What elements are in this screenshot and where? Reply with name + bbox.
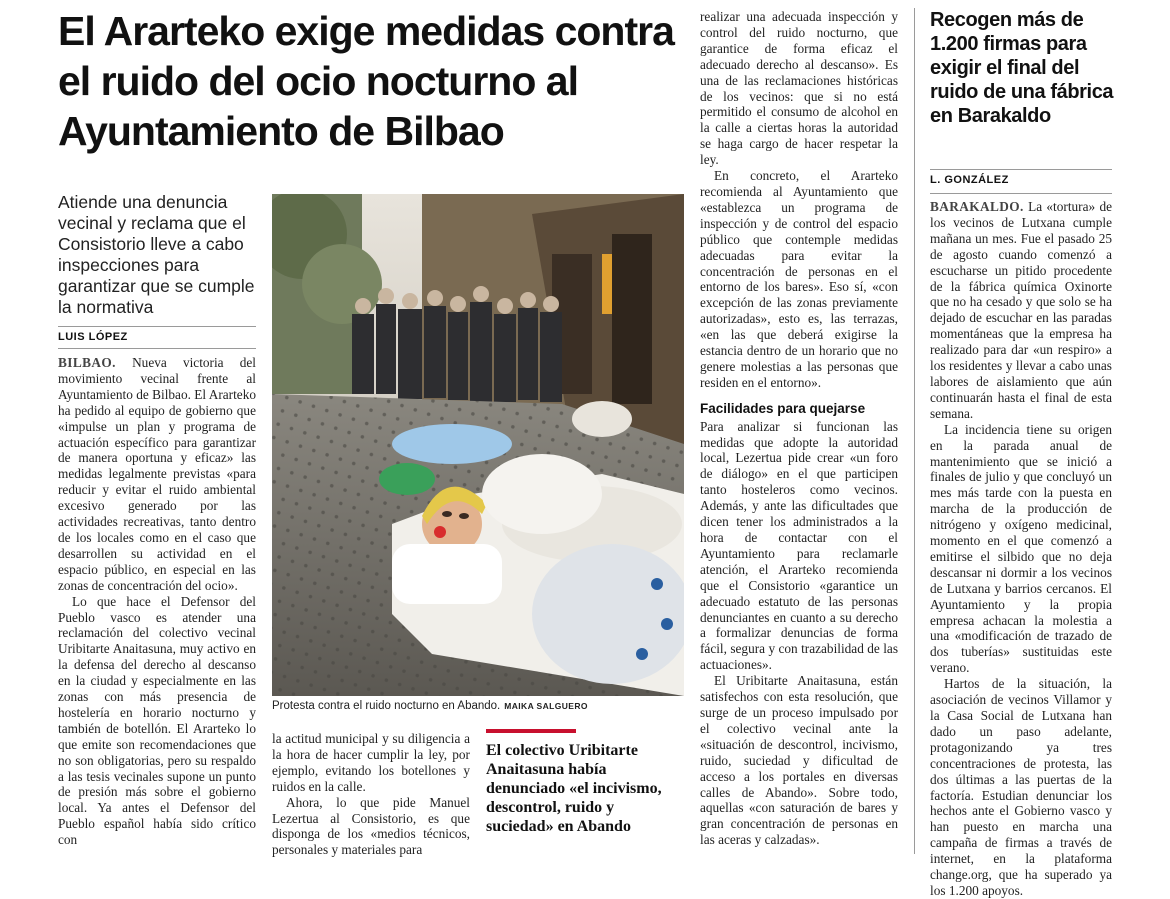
pullquote: El colectivo Uribitarte Anaitasuna había denunciado «el incivismo, descontrol, ruido y suciedad» en Abando bbox=[486, 742, 662, 835]
article-headline: El Ararteko exige medidas contra el ruido del ocio nocturno al Ayuntamiento de Bilbao bbox=[58, 8, 674, 154]
sidebar-byline-rule-bottom bbox=[930, 193, 1112, 194]
column-divider bbox=[914, 8, 915, 854]
paragraph: Ahora, lo que pide Manuel Lezertua al Consistorio, es que disponga de los «medios técnicos, personales y materiales para bbox=[272, 794, 470, 858]
dateline: BILBAO. bbox=[58, 355, 116, 370]
article-column-1 bbox=[58, 355, 256, 848]
paragraph-text: La «tortura» de los vecinos de Lutxana cumple mañana un mes. Fue el pasado 25 de agosto cuando comenzó a escucharse un pitido procedente de la fábrica química Oxinorte que no ha cesado y que solo se ha dejado de escuchar en las paradas momentáneas que la empresa ha realizado para dar «un respiro» a los residentes y llevar a cabo unas labores de aislamiento que aún continuarán hasta el final de esta semana. bbox=[930, 199, 1112, 421]
protest-photo bbox=[272, 194, 684, 696]
pullquote-accent-rule bbox=[486, 729, 576, 733]
paragraph: Lo que hace el Defensor del Pueblo vasco es atender una reclamación del colectivo vecinal Uribitarte Anaitasuna, muy activo en la defensa del derecho al descanso en la ciudad y especialmente en las zonas con más presencia de hostelería en horario nocturno y también de botellón. El Ararteko lo que emite son recomendaciones que no son obligatorias, pero su respaldo a las tesis vecinales supone un punto de presión más sobre el gobierno local. Ya antes el Defensor del Pueblo español había sido crítico con bbox=[58, 593, 256, 848]
paragraph: En concreto, el Ararteko recomienda al Ayuntamiento que «establezca un programa de inspección y de control del espacio público que contemple medidas adecuadas para evitar la concentración de personas en el entorno de los bares». Eso sí, «con excepción de las zonas previamente autorizadas», esto es, las terrazas, «en las que deberá exigirse la estancia dentro de un horario que no genere molestias a las personas que residen en el entorno». bbox=[700, 168, 898, 390]
paragraph-text: Nueva victoria del movimiento vecinal frente al Ayuntamiento de Bilbao. El Ararteko ha pedido al equipo de gobierno que «impulse un plan y programa de actuación específico para garantizar de manera oportuna y eficaz» las medidas legalmente previstas «para reducir y evitar el ruido ambiental excesivo generado por las actividades recreativas, tanto dentro de los locales como en el caso que desarrollen su actividad en el espacio público, en especial en las zonas de concentración del ocio». bbox=[58, 355, 256, 593]
photo-illustration bbox=[272, 194, 684, 696]
photo-caption bbox=[272, 700, 684, 712]
sidebar-byline-rule bbox=[930, 169, 1112, 170]
sidebar-byline: L. GONZÁLEZ bbox=[930, 174, 1009, 186]
paragraph: El Uribitarte Anaitasuna, están satisfechos con esta resolución, que surge de un proceso impulsado por el colectivo vecinal ante la «situación de descontrol, incivismo, ruido, suciedad y dificultad de acceso a los portales en diversas calles de Abando». Sobre todo, aquellas «con saturación de bares y gran concentración de personas en las aceras y calzadas». bbox=[700, 673, 898, 848]
byline-rule-bottom bbox=[58, 348, 256, 349]
sidebar-headline: Recogen más de 1.200 firmas para exigir el final del ruido de una fábrica en Barakaldo bbox=[930, 9, 1114, 127]
sidebar-body bbox=[930, 199, 1112, 899]
dateline: BARAKALDO. bbox=[930, 199, 1024, 214]
paragraph: Hartos de la situación, la asociación de vecinos Villamor y la Casa Social de Lutxana han dado un paso adelante, protagonizando ya tres concentraciones de protesta, las dos últimas a las puertas de la factoría. Estudian denunciar los hechos ante el Gobierno vasco y han puesto en marcha una campaña de firmas a través de internet, en la plataforma change.org, que ha superado ya los 1.200 apoyos. bbox=[930, 676, 1112, 898]
article-column-3 bbox=[700, 9, 898, 848]
paragraph: La incidencia tiene su origen en la parada anual de mantenimiento que se inició a finales de julio y que concluyó un mes más tarde con la puesta en marcha de la producción de nitrógeno y oxígeno medicinal, momento en el que comenzó a emitirse el silbido que no deja descansar ni dormir a los vecinos de Lutxana y barrios cercanos. El Ayuntamiento y la propia empresa achacan la molestia a una «modificación de trazado de dos tuberías» sustituidas este verano. bbox=[930, 421, 1112, 676]
article-deck: Atiende una denuncia vecinal y reclama que el Consistorio lleve a cabo inspecciones para garantizar que se cumple la normativa bbox=[58, 192, 255, 317]
paragraph: realizar una adecuada inspección y control del ruido nocturno, que garantice de forma eficaz el adecuado derecho al descanso». Es una de las reclamaciones históricas de los vecinos: que si no está permitido el consumo de alcohol en la calle a ciertas horas la autoridad se haga cargo de hacer respetar la ley. bbox=[700, 9, 898, 168]
paragraph: la actitud municipal y su diligencia a la hora de hacer cumplir la ley, por ejemplo, evitando los botellones y ruidos en la calle. bbox=[272, 731, 470, 794]
paragraph: Para analizar si funcionan las medidas que adopte la autoridad local, Lezertua pide crear «un foro de diálogo» en el que participen tanto hosteleros como vecinos. Además, y ante las dificultades que dicen tener los administrados a la hora de contactar con el Ayuntamiento para reclamarle atención, el Ararteko recomienda que el Consistorio «garantice un adecuado estatuto de las personas denunciantes en cuanto a su derecho a formalizar denuncias de forma fácil, segura y con trazabilidad de las actuaciones». bbox=[700, 418, 898, 673]
article-byline: LUIS LÓPEZ bbox=[58, 331, 128, 343]
paragraph bbox=[930, 199, 1112, 422]
caption-text: Protesta contra el ruido nocturno en Abando. bbox=[272, 700, 501, 712]
article-column-2 bbox=[272, 731, 470, 858]
byline-rule bbox=[58, 326, 256, 327]
photo-credit: MAIKA SALGUERO bbox=[504, 701, 588, 711]
section-subhead: Facilidades para quejarse bbox=[700, 400, 866, 416]
paragraph bbox=[58, 355, 256, 594]
